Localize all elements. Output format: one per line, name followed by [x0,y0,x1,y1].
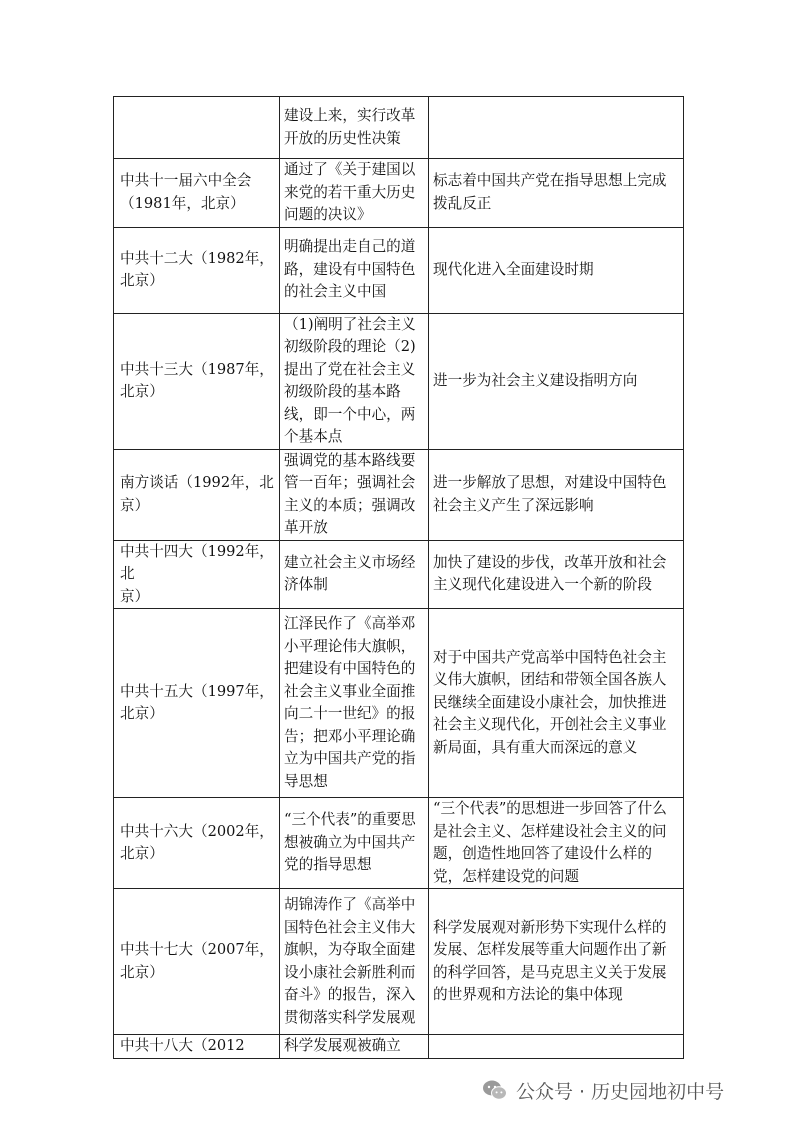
significance-cell: 进一步解放了思想，对建设中国特色社会主义产生了深远影响 [429,449,684,540]
table-row [114,609,684,798]
event-cell: 中共十一届六中全会（1981年，北京） [114,159,280,228]
event-cell: 南方谈话（1992年，北京） [114,449,280,540]
table-row [114,449,684,540]
table-row [114,313,684,449]
wechat-icon [482,1079,508,1101]
watermark [482,1077,724,1103]
table-row [114,227,684,313]
significance-cell [429,1035,684,1059]
significance-cell [429,97,684,159]
content-cell: 通过了《关于建国以来党的若干重大历史问题的决议》 [280,159,429,228]
table-row [114,159,684,228]
content-cell: “三个代表”的重要思想被确立为中国共产党的指导思想 [280,798,429,889]
content-cell: 科学发展观被确立 [280,1035,429,1059]
table-row [114,1035,684,1059]
event-cell: 中共十四大（1992年，北 京） [114,540,280,609]
event-cell: 中共十七大（2007年，北京） [114,889,280,1035]
content-cell: 强调党的基本路线要管一百年；强调社会主义的本质；强调改革开放 [280,449,429,540]
table-row [114,540,684,609]
significance-cell: 标志着中国共产党在指导思想上完成拨乱反正 [429,159,684,228]
content-cell: 建立社会主义市场经济体制 [280,540,429,609]
significance-cell: 进一步为社会主义建设指明方向 [429,313,684,449]
table-row [114,97,684,159]
content-cell: 明确提出走自己的道路，建设有中国特色的社会主义中国 [280,227,429,313]
significance-cell: 对于中国共产党高举中国特色社会主义伟大旗帜，团结和带领全国各族人民继续全面建设小康社会，加快推进社会主义现代化，开创社会主义事业新局面，具有重大而深远的意义 [429,609,684,798]
content-cell: 江泽民作了《高举邓小平理论伟大旗帜，把建设有中国特色的社会主义事业全面推向二十一世纪》的报告；把邓小平理论确立为中国共产党的指导思想 [280,609,429,798]
significance-cell: 科学发展观对新形势下实现什么样的发展、怎样发展等重大问题作出了新的科学回答，是马克思主义关于发展的世界观和方法论的集中体现 [429,889,684,1035]
watermark-text: 公众号 · 历史园地初中号 [516,1080,725,1103]
table-row [114,798,684,889]
event-cell: 中共十八大（2012 [114,1035,280,1059]
content-cell: 胡锦涛作了《高举中国特色社会主义伟大旗帜，为夺取全面建设小康社会新胜利而奋斗》的报告，深入贯彻落实科学发展观 [280,889,429,1035]
content-cell: （1)阐明了社会主义初级阶段的理论（2)提出了党在社会主义初级阶段的基本路线，即一个中心，两个基本点 [280,313,429,449]
event-cell: 中共十五大（1997年，北京） [114,609,280,798]
event-cell: 中共十三大（1987年，北京） [114,313,280,449]
event-cell [114,97,280,159]
event-cell: 中共十六大（2002年，北京） [114,798,280,889]
history-events-table [113,96,684,1059]
significance-cell: 加快了建设的步伐，改革开放和社会主义现代化建设进入一个新的阶段 [429,540,684,609]
significance-cell: 现代化进入全面建设时期 [429,227,684,313]
table-row [114,889,684,1035]
significance-cell: “三个代表”的思想进一步回答了什么是社会主义、怎样建设社会主义的问题，创造性地回答了建设什么样的党，怎样建设党的问题 [429,798,684,889]
content-cell: 建设上来，实行改革开放的历史性决策 [280,97,429,159]
event-cell: 中共十二大（1982年，北京） [114,227,280,313]
